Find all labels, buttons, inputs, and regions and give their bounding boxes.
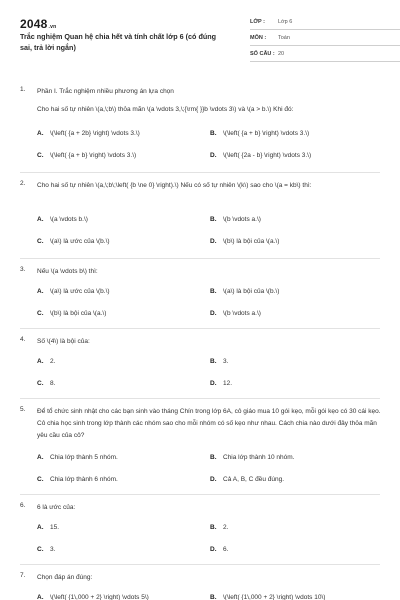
question-number: 4. [20,336,26,343]
meta-key: MÔN : [250,34,267,41]
answer-option-c[interactable]: C. 8. [37,380,56,387]
meta-count-row [250,46,400,62]
answer-option-c[interactable]: C. 3. [37,546,56,553]
answer-option-b[interactable]: B. \(\left( {a + b} \right) \vdots 3.\) [210,130,310,137]
answer-option-d[interactable]: D. \(\left( {2a - b} \right) \vdots 3.\) [210,152,312,159]
meta-subject-row [250,30,400,46]
meta-value: 20 [278,50,285,57]
answer-option-a[interactable]: A. \(\left( {a + 2b} \right) \vdots 3.\) [37,130,140,137]
divider [20,494,380,495]
answer-option-c[interactable]: C. Chia lớp thành 6 nhóm. [37,476,118,483]
logo-suffix: .vn [48,24,57,30]
answer-option-a[interactable]: A. 2. [37,358,56,365]
meta-value: Toán [278,34,290,41]
answer-option-b[interactable]: B. 2. [210,524,229,531]
answer-option-a[interactable]: A. \(a \vdots b.\) [37,216,88,223]
question-number: 3. [20,266,26,273]
question-number: 7. [20,572,26,579]
answer-option-a[interactable]: A. \(\left( {1\,000 + 2} \right) \vdots 5\) [37,594,149,600]
question-text: Chọn đáp án đúng: [37,574,93,581]
meta-key: LỚP : [250,18,265,25]
divider [20,172,380,173]
question-text: Cho hai số tự nhiên \(a,\;b\) thỏa mãn \(a \vdots 3,\;{\rm{ }}b \vdots 3\) và \(a > b.\) Khi đó: [37,106,294,113]
answer-option-a[interactable]: A. 15. [37,524,60,531]
answer-option-b[interactable]: B. Chia lớp thành 10 nhóm. [210,454,295,461]
question-number: 2. [20,180,26,187]
section-heading: Phần I. Trắc nghiệm nhiều phương án lựa chọn [37,88,174,95]
question-number: 5. [20,406,26,413]
answer-option-a[interactable]: A. Chia lớp thành 5 nhóm. [37,454,118,461]
answer-option-d[interactable]: D. 12. [210,380,233,387]
question-text: 6 là ước của: [37,504,76,511]
answer-option-d[interactable]: D. Cả A, B, C đều đúng. [210,476,285,483]
answer-option-c[interactable]: C. \(b\) là bội của \(a.\) [37,310,107,317]
answer-option-d[interactable]: D. \(b \vdots a.\) [210,310,261,317]
question-text: Nếu \(a \vdots b\) thì: [37,268,98,275]
answer-option-a[interactable]: A. \(a\) là ước của \(b.\) [37,288,110,295]
question-text: Cho hai số tự nhiên \(a,\;b\;\left( {b \ne 0} \right).\) Nếu có số tự nhiên \(k\) sao cho \(a = kb\) thì: [37,182,312,189]
answer-option-c[interactable]: C. \(\left( {a + b} \right) \vdots 3.\) [37,152,137,159]
question-text: Số \(4\) là bội của: [37,338,90,345]
divider [20,328,380,329]
divider [20,564,380,565]
answer-option-c[interactable]: C. \(a\) là ước của \(b.\) [37,238,110,245]
meta-value: Lớp 6 [278,18,293,25]
question-number: 6. [20,502,26,509]
document-header [20,0,380,70]
answer-option-b[interactable]: B. \(b \vdots a.\) [210,216,261,223]
divider [20,398,380,399]
answer-option-d[interactable]: D. 6. [210,546,229,553]
meta-key: SỐ CÂU : [250,50,275,57]
answer-option-b[interactable]: B. 3. [210,358,229,365]
document-title: Trắc nghiệm Quan hệ chia hết và tính chất lớp 6 (có đúng sai, trả lời ngắn) [20,32,217,52]
document-meta [250,14,400,62]
question-text: Để tổ chức sinh nhật cho các bạn sinh vào tháng Chín trong lớp 6A, cô giáo mua 10 gói kẹo, mỗi gói kẹo có 30 cái kẹo. Cô chia học sinh trong lớp thành các nhóm sao cho mỗi nhóm có số kẹo như nhau. Cách chia nào dưới đây thỏa mãn yêu cầu của cô? [37,408,381,439]
logo-text: 2048 [20,17,48,31]
answer-option-d[interactable]: D. \(b\) là bội của \(a.\) [210,238,280,245]
meta-class-row [250,14,400,30]
site-logo[interactable] [20,17,56,31]
divider [20,258,380,259]
question-number: 1. [20,86,26,93]
answer-option-b[interactable]: B. \(\left( {1\,000 + 2} \right) \vdots 10\) [210,594,326,600]
answer-option-b[interactable]: B. \(a\) là bội của \(b.\) [210,288,280,295]
